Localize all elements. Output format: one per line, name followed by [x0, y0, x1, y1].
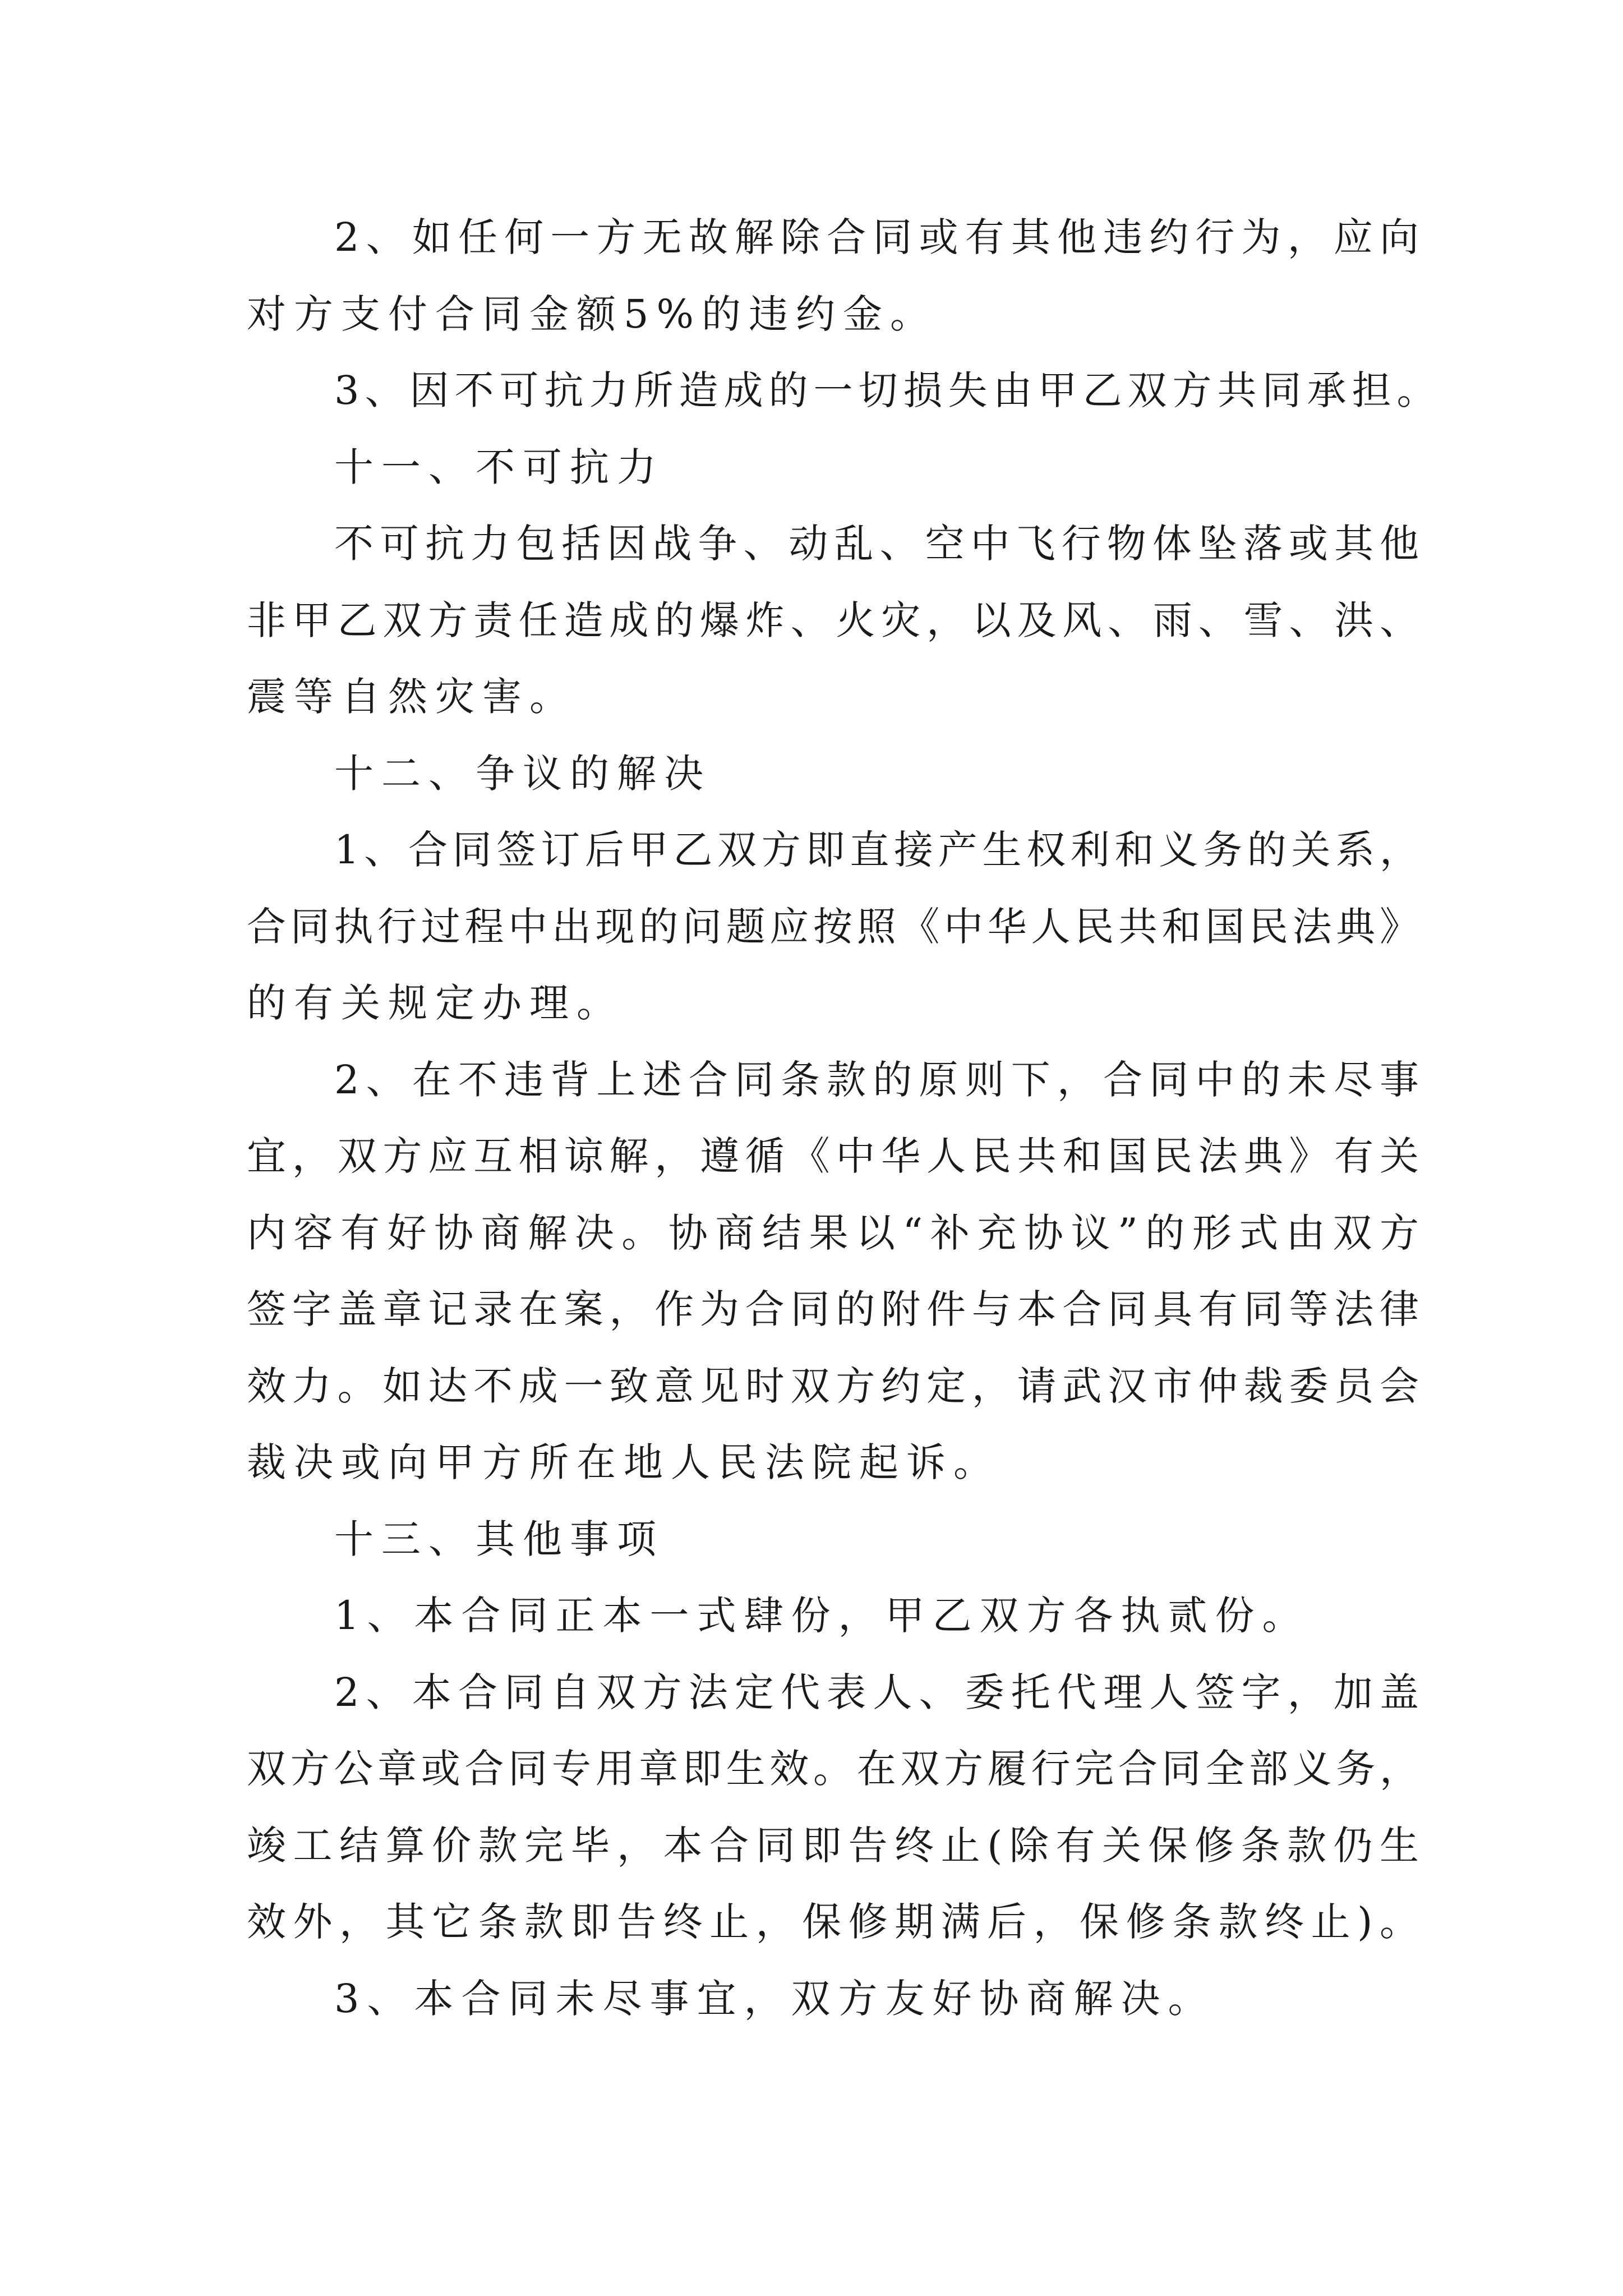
section-heading: 十二、争议的解决	[334, 750, 711, 797]
paragraph-line: 不可抗力包括因战争、动乱、空中飞行物体坠落或其他	[334, 521, 1419, 567]
paragraph-line: 2、如任何一方无故解除合同或有其他违约行为，应向	[334, 214, 1419, 260]
paragraph-line: 裁决或向甲方所在地人民法院起诉。	[247, 1439, 1000, 1485]
paragraph-line: 签字盖章记录在案，作为合同的附件与本合同具有同等法律	[247, 1286, 1419, 1332]
document-body	[247, 199, 1442, 2037]
section-heading: 十一、不可抗力	[334, 444, 664, 490]
paragraph-line: 效外，其它条款即告终止，保修期满后，保修条款终止)。	[247, 1899, 1419, 1945]
paragraph-line: 双方公章或合同专用章即生效。在双方履行完合同全部义务，	[247, 1746, 1419, 1792]
section-heading: 十三、其他事项	[334, 1516, 664, 1562]
paragraph-line: 震等自然灾害。	[247, 674, 577, 720]
paragraph-line: 效力。如达不成一致意见时双方约定，请武汉市仲裁委员会	[247, 1363, 1419, 1409]
paragraph-line: 2、本合同自双方法定代表人、委托代理人签字，加盖	[334, 1669, 1419, 1715]
paragraph-line: 的有关规定办理。	[247, 980, 624, 1026]
paragraph-line: 非甲乙双方责任造成的爆炸、火灾，以及风、雨、雪、洪、	[247, 597, 1419, 643]
paragraph-line: 3、本合同未尽事宜，双方友好协商解决。	[334, 1975, 1215, 2022]
paragraph-line: 宜，双方应互相谅解，遵循《中华人民共和国民法典》有关	[247, 1133, 1419, 1179]
paragraph-line: 1、本合同正本一式肆份，甲乙双方各执贰份。	[334, 1593, 1310, 1639]
paragraph-line: 对方支付合同金额5%的违约金。	[247, 291, 938, 337]
paragraph-line: 1、合同签订后甲乙双方即直接产生权利和义务的关系，	[334, 827, 1419, 873]
paragraph-line: 内容有好协商解决。协商结果以“补充协议”的形式由双方	[247, 1209, 1419, 1256]
paragraph-line: 2、在不违背上述合同条款的原则下，合同中的未尽事	[334, 1056, 1419, 1103]
paragraph-line: 3、因不可抗力所造成的一切损失由甲乙双方共同承担。	[334, 367, 1442, 413]
paragraph-line: 合同执行过程中出现的问题应按照《中华人民共和国民法典》	[247, 903, 1419, 950]
paragraph-line: 竣工结算价款完毕，本合同即告终止(除有关保修条款仍生	[247, 1822, 1419, 1869]
